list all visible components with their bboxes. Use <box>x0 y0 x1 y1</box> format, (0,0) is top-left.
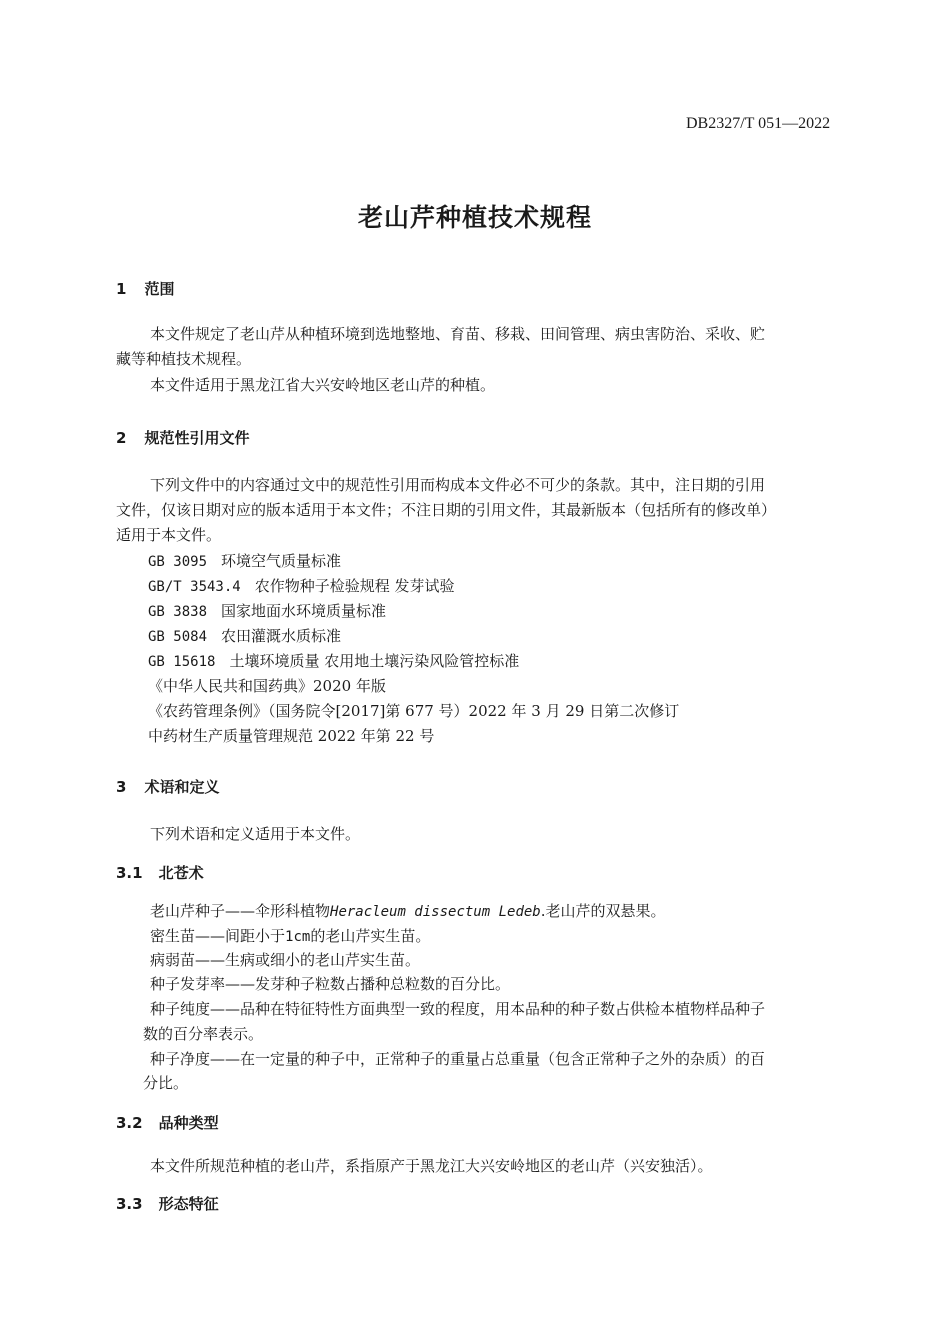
term-text: 的老山芹实生苗。 <box>310 927 431 945</box>
term-definition: 病弱苗——生病或细小的老山芹实生苗。 <box>150 951 421 969</box>
paragraph-line: 文件，仅该日期对应的版本适用于本文件；不注日期的引用文件，其最新版本（包括所有的修改单） <box>116 501 777 519</box>
latin-name: Heracleum dissectum Ledeb <box>330 904 541 920</box>
term-definition: 数的百分率表示。 <box>143 1025 264 1043</box>
reference-item <box>148 625 341 646</box>
paragraph-line: 本文件适用于黑龙江省大兴安岭地区老山芹的种植。 <box>150 376 496 394</box>
paragraph-line: 本文件规定了老山芹从种植环境到选地整地、育苗、移栽、田间管理、病虫害防治、采收、贮 <box>150 325 766 343</box>
paragraph-line: 藏等种植技术规程。 <box>116 350 252 368</box>
paragraph-line: 适用于本文件。 <box>116 526 222 544</box>
term-text: 密生苗——间距小于 <box>150 927 286 945</box>
section-number: 2 <box>116 429 127 447</box>
reference-name: 土壤环境质量 农用地土壤污染风险管控标准 <box>229 652 520 670</box>
section-2-heading <box>116 427 249 448</box>
paragraph-line: 本文件所规范种植的老山芹，系指原产于黑龙江大兴安岭地区的老山芹（兴安独活）。 <box>150 1157 713 1175</box>
reference-item: 《中华人民共和国药典》2020 年版 <box>148 677 386 695</box>
reference-code: GB 15618 <box>148 654 216 670</box>
reference-name: 环境空气质量标准 <box>221 552 342 570</box>
section-number: 1 <box>116 280 127 298</box>
reference-item <box>148 575 455 596</box>
section-1-heading <box>116 278 174 299</box>
reference-name: 农作物种子检验规程 发芽试验 <box>254 577 455 595</box>
paragraph-line: 下列文件中的内容通过文中的规范性引用而构成本文件必不可少的条款。其中，注日期的引用 <box>150 476 766 494</box>
reference-item <box>148 600 386 621</box>
reference-item: 中药材生产质量管理规范 2022 年第 22 号 <box>148 727 435 745</box>
reference-name: 国家地面水环境质量标准 <box>221 602 387 620</box>
term-definition: 分比。 <box>143 1074 189 1092</box>
term-definition: 种子发芽率——发芽种子粒数占播种总粒数的百分比。 <box>150 975 511 993</box>
term-definition: 种子纯度——品种在特征特性方面典型一致的程度，用本品种的种子数占供检本植物样品种子 <box>150 1000 766 1018</box>
reference-item <box>148 650 519 671</box>
reference-code: GB 3838 <box>148 604 208 620</box>
term-text: 老山芹种子——伞形科植物 <box>150 902 331 920</box>
section-title: 规范性引用文件 <box>144 429 250 447</box>
subsection-3-3-heading <box>116 1193 219 1214</box>
section-title: 形态特征 <box>158 1195 219 1213</box>
reference-name: 农田灌溉水质标准 <box>221 627 342 645</box>
term-text: 1cm <box>285 929 311 945</box>
section-title: 术语和定义 <box>144 778 220 796</box>
reference-item: 《农药管理条例》（国务院令[2017]第 677 号）2022 年 3 月 29 日第二次修订 <box>148 702 680 720</box>
term-text: .老山芹的双悬果。 <box>540 902 666 920</box>
reference-code: GB/T 3543.4 <box>148 579 241 595</box>
section-3-heading <box>116 776 219 797</box>
reference-code: GB 5084 <box>148 629 208 645</box>
reference-code: GB 3095 <box>148 554 208 570</box>
section-number: 3 <box>116 778 127 796</box>
term-definition: 种子净度——在一定量的种子中，正常种子的重量占总重量（包含正常种子之外的杂质）的百 <box>150 1050 766 1068</box>
standard-code: DB2327/T 051—2022 <box>686 115 831 132</box>
section-title: 北苍术 <box>158 864 204 882</box>
term-definition <box>150 924 430 950</box>
section-number: 3.3 <box>116 1195 143 1213</box>
subsection-3-2-heading <box>116 1112 219 1133</box>
section-title: 品种类型 <box>158 1114 219 1132</box>
paragraph-line: 下列术语和定义适用于本文件。 <box>150 825 361 843</box>
section-number: 3.2 <box>116 1114 143 1132</box>
section-number: 3.1 <box>116 864 143 882</box>
subsection-3-1-heading <box>116 862 204 883</box>
term-definition <box>150 899 666 925</box>
page-title: 老山芹种植技术规程 <box>357 203 592 232</box>
section-title: 范围 <box>144 280 175 298</box>
reference-item <box>148 550 341 571</box>
